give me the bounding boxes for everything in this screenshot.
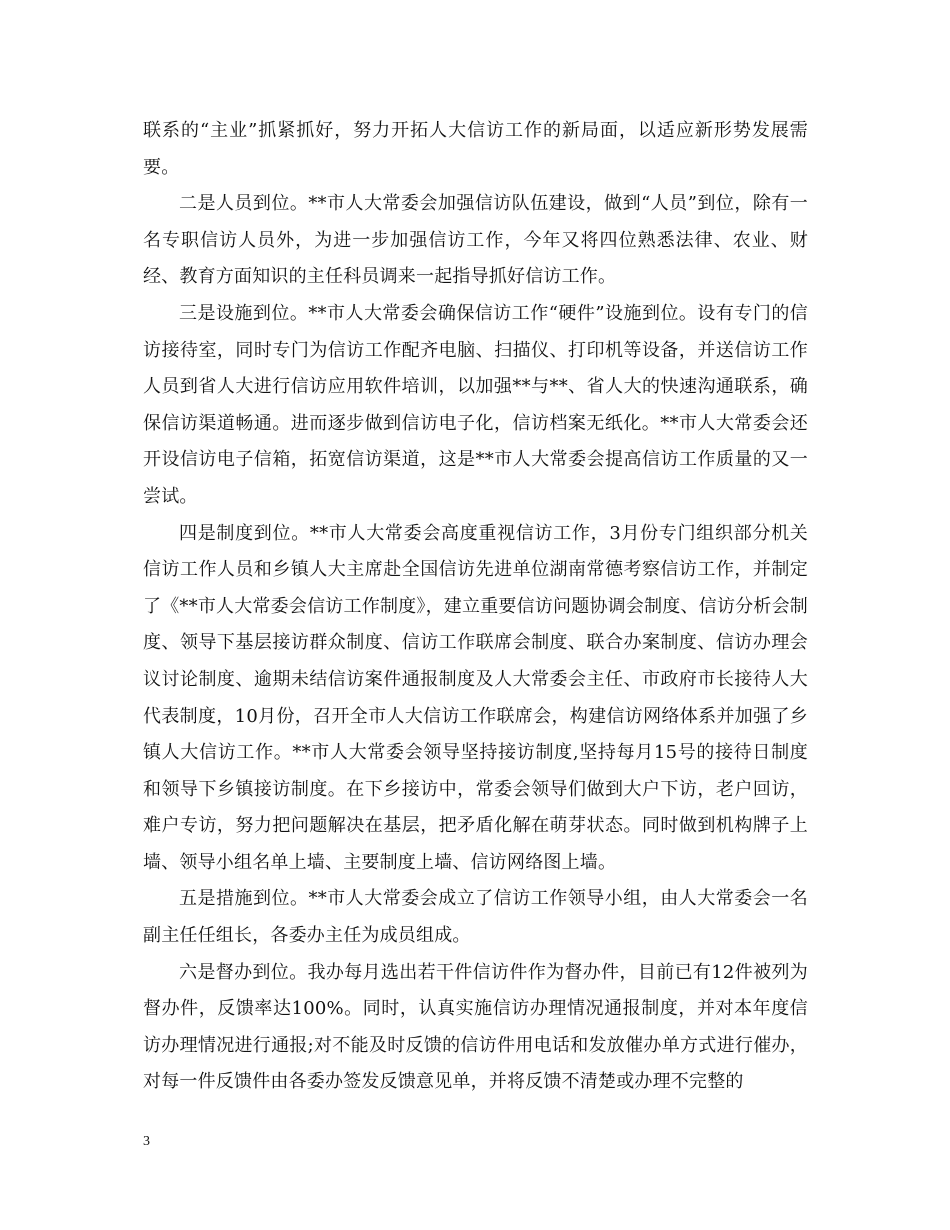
paragraph-system: 四是制度到位。**市人大常委会高度重视信访工作，3月份专门组织部分机关信访工作人员和乡镇人大主席赴全国信访先进单位湖南常德考察信访工作，并制定了《**市人大常委会信访工作制度》，建立重要信访问题协调会制度、信访分析会制度、领导下基层接访群众制度、信访工作联席会制度、联合办案制度、信访办理会议讨论制度、逾期未结信访案件通报制度及人大常委会主任、市政府市长接待人大代表制度，10月份，召开全市人大信访工作联席会，构建信访网络体系并加强了乡镇人大信访工作。**市人大常委会领导坚持接访制度,坚持每月15号的接待日制度和领导下乡镇接访制度。在下乡接访中，常委会领导们做到大户下访，老户回访，难户专访，努力把问题解决在基层，把矛盾化解在萌芽状态。同时做到机构牌子上墙、领导小组名单上墙、主要制度上墙、信访网络图上墙。 [143,522,808,873]
document-body [143,113,808,1101]
paragraph-measures: 五是措施到位。**市人大常委会成立了信访工作领导小组，由人大常委会一名副主任任组长，各委办主任为成员组成。 [143,888,808,947]
page-number: 3 [143,1134,150,1149]
paragraph-personnel: 二是人员到位。**市人大常委会加强信访队伍建设，做到“人员”到位，除有一名专职信访人员外，为进一步加强信访工作，今年又将四位熟悉法律、农业、财经、教育方面知识的主任科员调来一起指导抓好信访工作。 [143,193,808,288]
paragraph-supervision: 六是督办到位。我办每月选出若干件信访件作为督办件，目前已有12件被列为督办件，反馈率达100%。同时，认真实施信访办理情况通报制度，并对本年度信访办理情况进行通报;对不能及时反馈的信访件用电话和发放催办单方式进行催办，对每一件反馈件由各委办签发反馈意见单，并将反馈不清楚或办理不完整的 [143,961,808,1093]
paragraph-continuation: 联系的“主业”抓紧抓好，努力开拓人大信访工作的新局面，以适应新形势发展需要。 [143,120,808,178]
paragraph-facilities: 三是设施到位。**市人大常委会确保信访工作“硬件”设施到位。设有专门的信访接待室，同时专门为信访工作配齐电脑、扫描仪、打印机等设备，并送信访工作人员到省人大进行信访应用软件培训，以加强**与**、省人大的快速沟通联系，确保信访渠道畅通。进而逐步做到信访电子化，信访档案无纸化。**市人大常委会还开设信访电子信箱，拓宽信访渠道，这是**市人大常委会提高信访工作质量的又一尝试。 [143,302,808,507]
